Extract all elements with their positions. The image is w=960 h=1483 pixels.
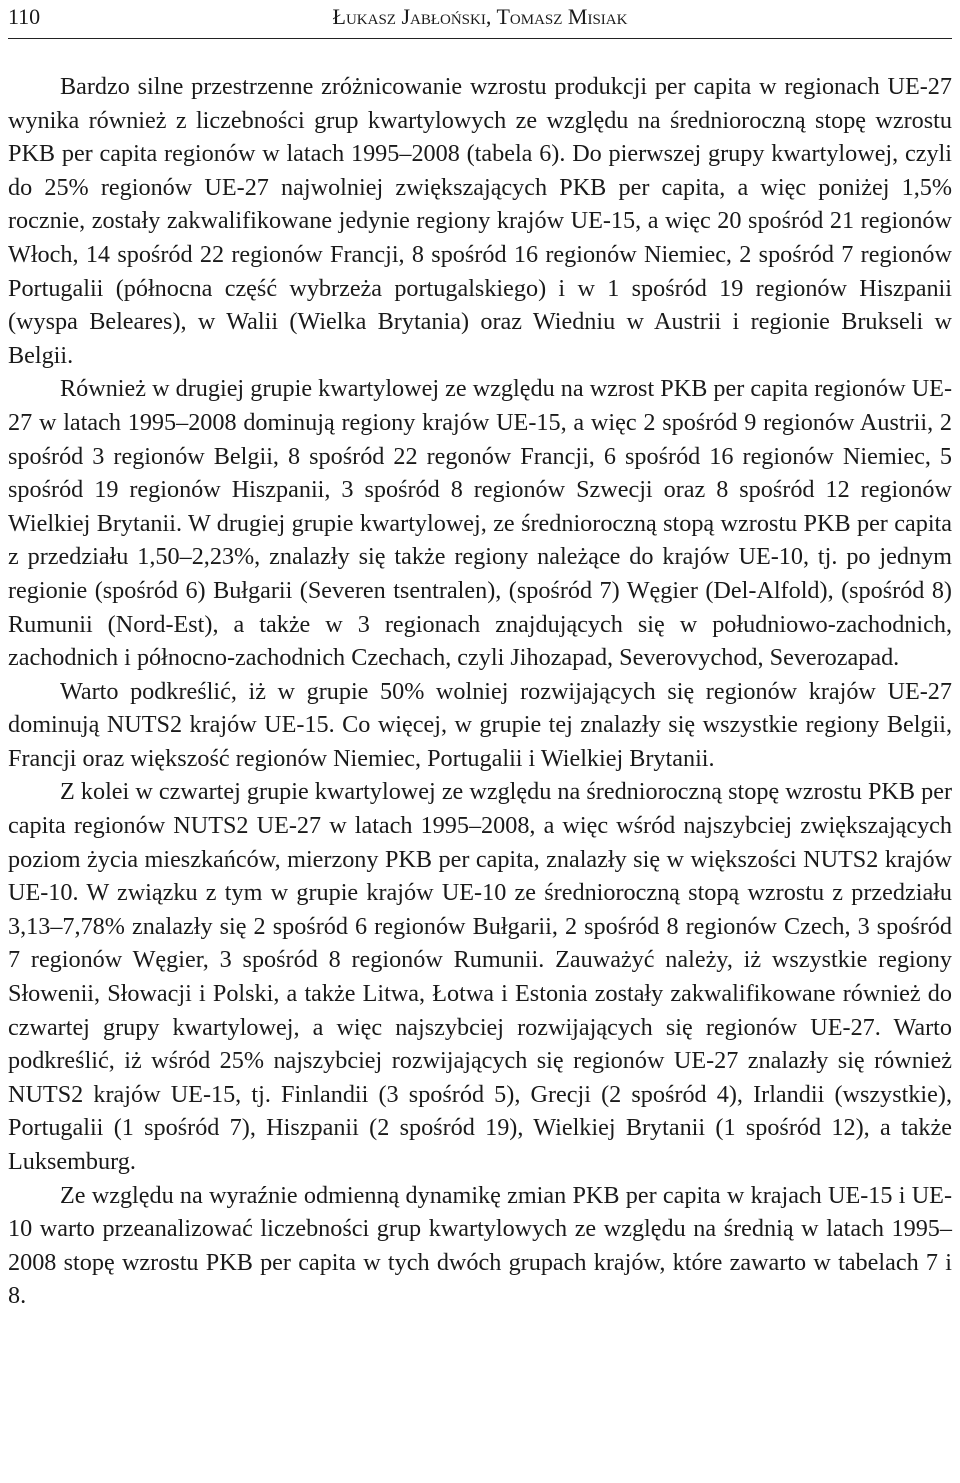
paragraph-5: Ze względu na wyraźnie odmienną dynamikę zmian PKB per capita w krajach UE-15 i UE-10 warto przeanalizować liczebności grup kwartylowych ze względu na średnią w latach 1995–2008 stopę wzrostu PKB per capita w tych dwóch grupach krajów, które zawarto w tabelach 7 i 8. <box>8 1181 952 1310</box>
paragraph-2: Również w drugiej grupie kwartylowej ze względu na wzrost PKB per capita regionów UE-27 w latach 1995–2008 dominują regiony krajów UE-15, a więc 2 spośród 9 regionów Austrii, 2 spośród 3 regionów Belgii, 8 spośród 22 regonów Francji, 6 spośród 16 regionów Niemiec, 5 spośród 19 regionów Hiszpanii, 3 spośród 8 regionów Szwecji oraz 8 spośród 12 regionów Wielkiej Brytanii. W drugiej grupie kwartylowej, ze średnioroczną stopą wzrostu PKB per capita z przedziału 1,50–2,23%, znalazły się także regiony należące do krajów UE-10, tj. po jednym regionie (spośród 6) Bułgarii (Severen tsentralen), (spośród 7) Węgier (Del-Alfold), (spośród 8) Rumunii (Nord-Est), a także w 3 regionach znajdujących się w południowo-zachodnich, zachodnich i północno-zachodnich Czechach, czyli Jihozapad, Severovychod, Severozapad. <box>8 375 952 672</box>
body-text <box>8 70 952 1313</box>
paragraph-3: Warto podkreślić, iż w grupie 50% wolniej rozwijających się regionów krajów UE-27 dominują NUTS2 krajów UE-15. Co więcej, w grupie tej znalazły się wszystkie regiony Belgii, Francji oraz większość regionów Niemiec, Portugalii i Wielkiej Brytanii. <box>8 677 952 772</box>
paragraph-1: Bardzo silne przestrzenne zróżnicowanie wzrostu produkcji per capita w regionach UE-27 wynika również z liczebności grup kwartylowych ze względu na średnioroczną stopę wzrostu PKB per capita regionów w latach 1995–2008 (tabela 6). Do pierwszej grupy kwartylowej, czyli do 25% regionów UE-27 najwolniej zwiększających PKB per capita, a więc poniżej 1,5% rocznie, zostały zakwalifikowane jedynie regiony krajów UE-15, a więc 20 spośród 21 regionów Włoch, 14 spośród 22 regionów Francji, 8 spośród 16 regionów Niemiec, 2 spośród 7 regionów Portugalii (północna część wybrzeża portugalskiego) i w 1 spośród 19 regionów Hiszpanii (wyspa Beleares), w Walii (Wielka Brytania) oraz Wiedniu w Austrii i regionie Brukseli w Belgii. <box>8 73 952 369</box>
page-number: 110 <box>8 4 41 29</box>
paragraph-4: Z kolei w czwartej grupie kwartylowej ze względu na średnioroczną stopę wzrostu PKB per capita regionów NUTS2 UE-27 w latach 1995–2008, a więc wśród najszybciej zwiększających poziom życia mieszkańców, mierzony PKB per capita, znalazły się w większości NUTS2 krajów UE-10. W związku z tym w grupie krajów UE-10 ze średnioroczną stopą wzrostu z przedziału 3,13–7,78% znalazły się 2 spośród 6 regionów Bułgarii, 2 spośród 8 regionów Czech, 3 spośród 7 regionów Węgier, 3 spośród 8 regionów Rumunii. Zauważyć należy, iż wszystkie regiony Słowenii, Słowacji i Polski, a także Litwa, Łotwa i Estonia zostały zakwalifikowane również do czwartej grupy kwartylowej, a więc najszybciej rozwijających się regionów UE-27. Warto podkreślić, iż wśród 25% najszybciej rozwijających się regionów UE-27 znalazły się również NUTS2 krajów UE-15, tj. Finlandii (3 spośród 5), Grecji (2 spośród 4), Irlandii (wszystkie), Portugalii (1 spośród 7), Hiszpanii (2 spośród 19), Wielkiej Brytanii (1 spośród 12), a także Luksemburg. <box>8 778 952 1175</box>
page-header <box>8 0 952 39</box>
running-head: Łukasz Jabłoński, Tomasz Misiak <box>332 4 628 29</box>
